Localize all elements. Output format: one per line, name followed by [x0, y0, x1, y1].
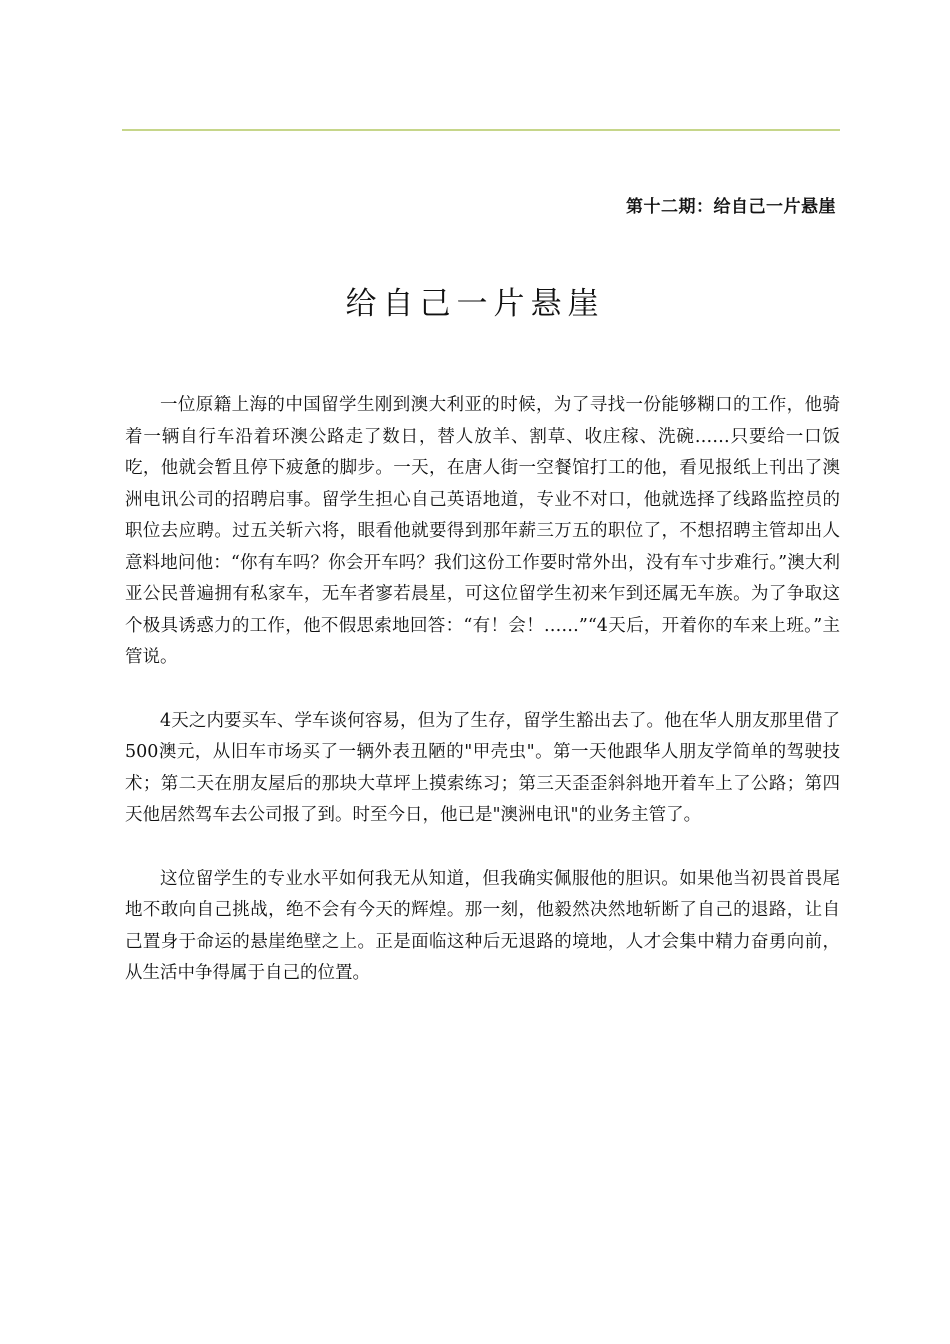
header-divider: [122, 129, 840, 131]
article-body: [125, 390, 840, 990]
paragraph-1: 一位原籍上海的中国留学生刚到澳大利亚的时候，为了寻找一份能够糊口的工作，他骑着一辆自行车沿着环澳公路走了数日，替人放羊、割草、收庄稼、洗碗……只要给一口饭吃，他就会暂且停下疲惫的脚步。一天，在唐人街一空餐馆打工的他，看见报纸上刊出了澳洲电讯公司的招聘启事。留学生担心自己英语地道，专业不对口，他就选择了线路监控员的职位去应聘。过五关斩六将，眼看他就要得到那年薪三万五的职位了，不想招聘主管却出人意料地问他：“你有车吗？你会开车吗？我们这份工作要时常外出，没有车寸步难行。”澳大利亚公民普遍拥有私家车，无车者寥若晨星，可这位留学生初来乍到还属无车族。为了争取这个极具诱惑力的工作，他不假思索地回答：“有！会！……”“4天后，开着你的车来上班。”主管说。: [125, 395, 840, 667]
issue-header: 第十二期：给自己一片悬崖: [626, 197, 836, 217]
paragraph-3: 这位留学生的专业水平如何我无从知道，但我确实佩服他的胆识。如果他当初畏首畏尾地不敢向自己挑战，绝不会有今天的辉煌。那一刻，他毅然决然地斩断了自己的退路，让自己置身于命运的悬崖绝壁之上。正是面临这种后无退路的境地，人才会集中精力奋勇向前，从生活中争得属于自己的位置。: [125, 868, 840, 983]
paragraph-2: 4天之内要买车、学车谈何容易，但为了生存，留学生豁出去了。他在华人朋友那里借了500澳元，从旧车市场买了一辆外表丑陋的"甲壳虫"。第一天他跟华人朋友学简单的驾驶技术；第二天在朋友屋后的那块大草坪上摸索练习；第三天歪歪斜斜地开着车上了公路；第四天他居然驾车去公司报了到。时至今日，他已是"澳洲电讯"的业务主管了。: [125, 710, 840, 825]
article-title: 给自己一片悬崖: [345, 286, 605, 322]
